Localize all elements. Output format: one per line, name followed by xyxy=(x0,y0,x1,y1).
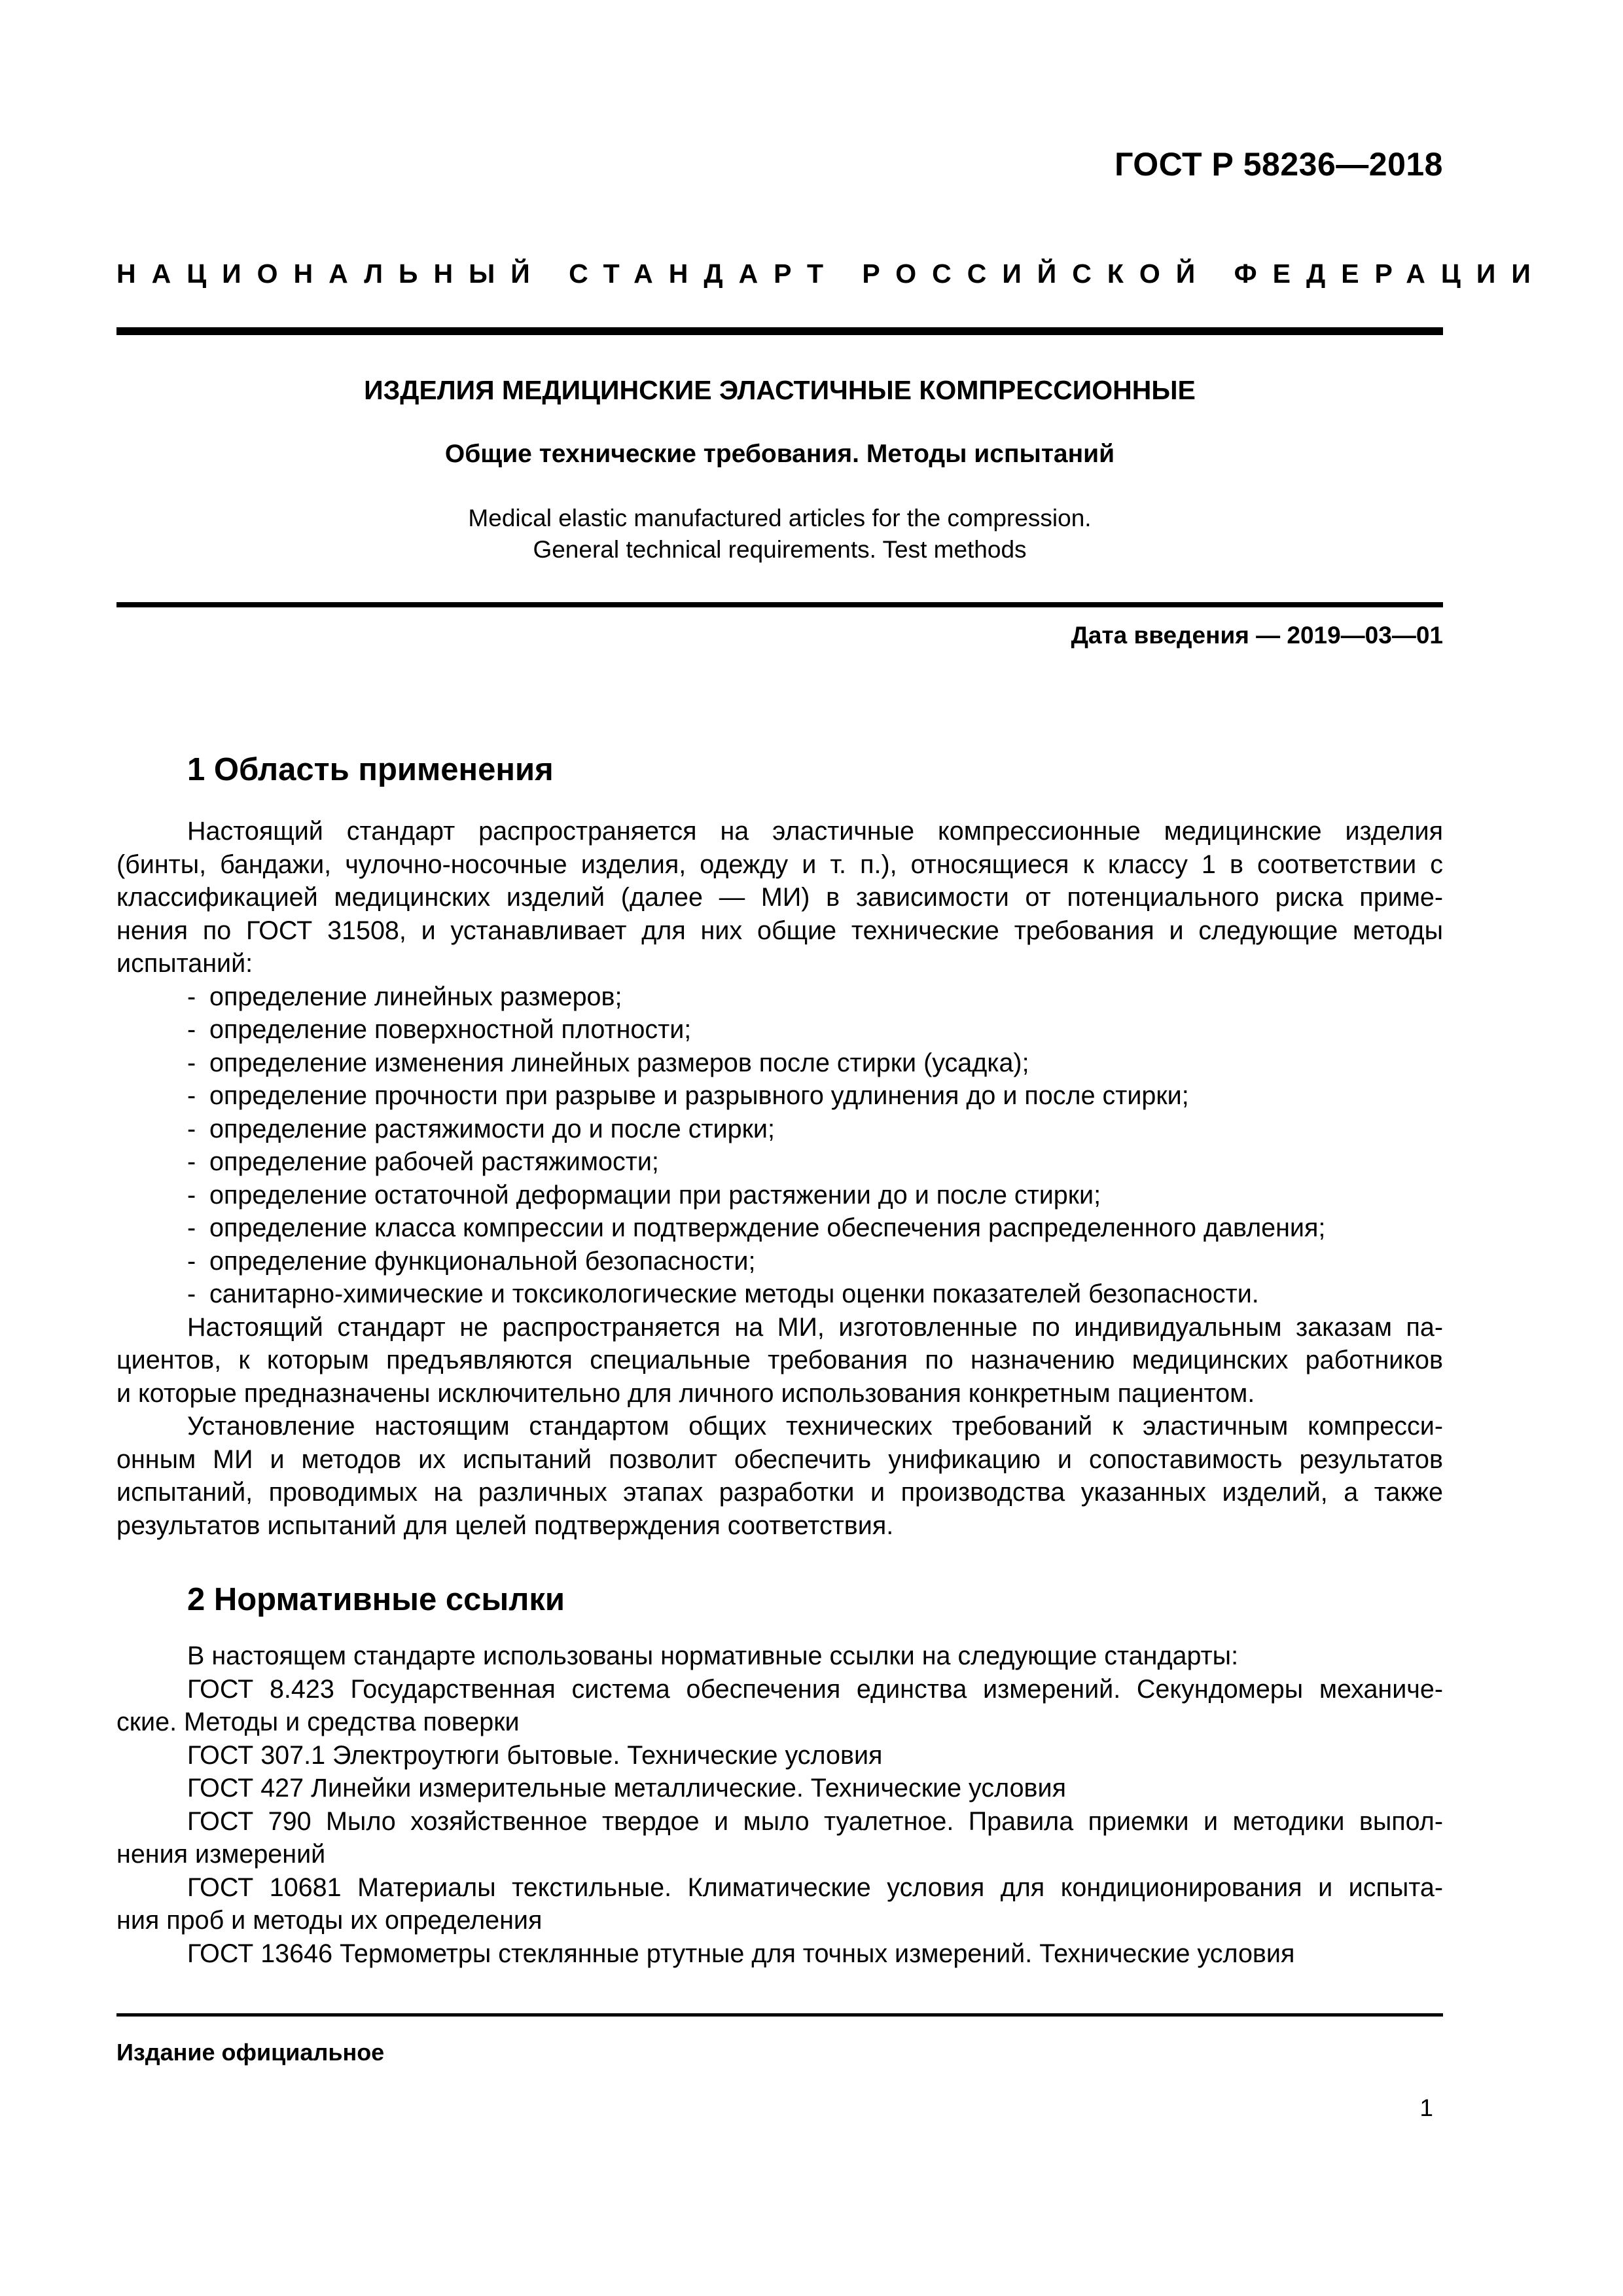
gost-number: ГОСТ Р 58236—2018 xyxy=(1115,146,1443,183)
list-item: - определение функциональной безопасности; xyxy=(187,1246,756,1276)
text-line: ГОСТ 13646 Термометры стеклянные ртутные для точных измерений. Технические условия xyxy=(187,1939,1295,1968)
document-title: ИЗДЕЛИЯ МЕДИЦИНСКИЕ ЭЛАСТИЧНЫЕ КОМПРЕССИОННЫЕ xyxy=(364,375,1196,405)
paragraph xyxy=(116,1311,1443,1410)
text-line: Настоящий стандарт не распространяется на МИ, изготовленные по индивидуальным заказам па- xyxy=(187,1312,1443,1342)
reference-item xyxy=(116,1772,1443,1805)
text-line: нения измерений xyxy=(116,1840,326,1869)
paragraph xyxy=(116,815,1443,980)
section-heading-scope: 1 Область применения xyxy=(187,752,554,787)
middle-divider xyxy=(116,602,1443,607)
list-item: - определение остаточной деформации при растяжении до и после стирки; xyxy=(187,1180,1101,1210)
text-line: В настоящем стандарте использованы нормативные ссылки на следующие стандарты: xyxy=(187,1641,1239,1670)
text-line: испытаний, проводимых на различных этапах разработки и производства указанных изделий, а также xyxy=(116,1478,1443,1507)
text-line: ГОСТ 427 Линейки измерительные металлические. Технические условия xyxy=(187,1774,1066,1803)
text-line: классификацией медицинских изделий (далее — МИ) в зависимости от потенциального риска приме- xyxy=(116,883,1443,912)
list-item: - определение линейных размеров; xyxy=(187,982,622,1011)
paragraph xyxy=(116,1410,1443,1542)
list-item: - определение рабочей растяжимости; xyxy=(187,1147,659,1176)
list-item: - определение класса компрессии и подтверждение обеспечения распределенного давления; xyxy=(187,1213,1326,1242)
list-item: - санитарно-химические и токсикологические методы оценки показателей безопасности. xyxy=(187,1280,1259,1308)
reference-item xyxy=(116,1673,1443,1739)
text-line: и которые предназначены исключительно для личного использования конкретным пациентом. xyxy=(116,1378,1255,1408)
text-line: ГОСТ 307.1 Электроутюги бытовые. Технические условия xyxy=(187,1740,883,1770)
top-divider xyxy=(116,327,1443,335)
text-line: (бинты, бандажи, чулочно-носочные изделия, одежду и т. п.), относящиеся к классу 1 в соответствии с xyxy=(116,850,1443,879)
reference-item xyxy=(116,1739,1443,1772)
english-title-line: Medical elastic manufactured articles for the compression. xyxy=(468,505,1092,531)
document-subtitle: Общие технические требования. Методы испытаний xyxy=(444,440,1115,468)
reference-item xyxy=(116,1805,1443,1871)
text-line: испытаний: xyxy=(116,949,253,978)
section-heading-normative-references: 2 Нормативные ссылки xyxy=(187,1582,565,1617)
text-line: ния проб и методы их определения xyxy=(116,1906,543,1935)
bottom-divider xyxy=(116,2013,1443,2017)
text-line: ГОСТ 10681 Материалы текстильные. Климатические условия для кондиционирования и испыта- xyxy=(187,1873,1443,1902)
text-line: онным МИ и методов их испытаний позволит обеспечить унификацию и сопоставимость результатов xyxy=(116,1444,1443,1474)
section-body-normative-references xyxy=(116,1640,1443,1970)
section-body-scope xyxy=(116,815,1443,1542)
text-line: ГОСТ 790 Мыло хозяйственное твердое и мыло туалетное. Правила приемки и методики выпол- xyxy=(187,1806,1443,1836)
text-line: ГОСТ 8.423 Государственная система обеспечения единства измерений. Секундомеры механиче- xyxy=(187,1674,1443,1704)
text-line: результатов испытаний для целей подтверждения соответствия. xyxy=(116,1511,894,1540)
english-title-line: General technical requirements. Test methods xyxy=(533,536,1027,563)
text-line: нения по ГОСТ 31508, и устанавливает для них общие технические требования и следующие методы xyxy=(116,916,1443,945)
page-number: 1 xyxy=(1419,2094,1433,2121)
official-edition-label: Издание официальное xyxy=(116,2039,385,2066)
introduction-date: Дата введения — 2019—03—01 xyxy=(1071,622,1443,649)
english-title xyxy=(116,503,1443,565)
list-item: - определение растяжимости до и после стирки; xyxy=(187,1114,775,1143)
text-line: ские. Методы и средства поверки xyxy=(116,1708,520,1736)
text-line: Настоящий стандарт распространяется на эластичные компрессионные медицинские изделия xyxy=(187,817,1443,846)
list-item: - определение изменения линейных размеров после стирки (усадка); xyxy=(187,1048,1029,1077)
reference-item xyxy=(116,1871,1443,1937)
test-methods-list xyxy=(116,980,1443,1311)
national-standard-title: НАЦИОНАЛЬНЫЙ СТАНДАРТ РОССИЙСКОЙ ФЕДЕРАЦИИ xyxy=(116,259,1546,289)
text-line: Установление настоящим стандартом общих технических требований к эластичным компресси- xyxy=(187,1412,1443,1441)
text-line: циентов, к которым предъявляются специальные требования по назначению медицинских работников xyxy=(116,1346,1443,1374)
list-item: - определение прочности при разрыве и разрывного удлинения до и после стирки; xyxy=(187,1081,1189,1110)
reference-item xyxy=(116,1937,1443,1971)
list-item: - определение поверхностной плотности; xyxy=(187,1015,692,1044)
